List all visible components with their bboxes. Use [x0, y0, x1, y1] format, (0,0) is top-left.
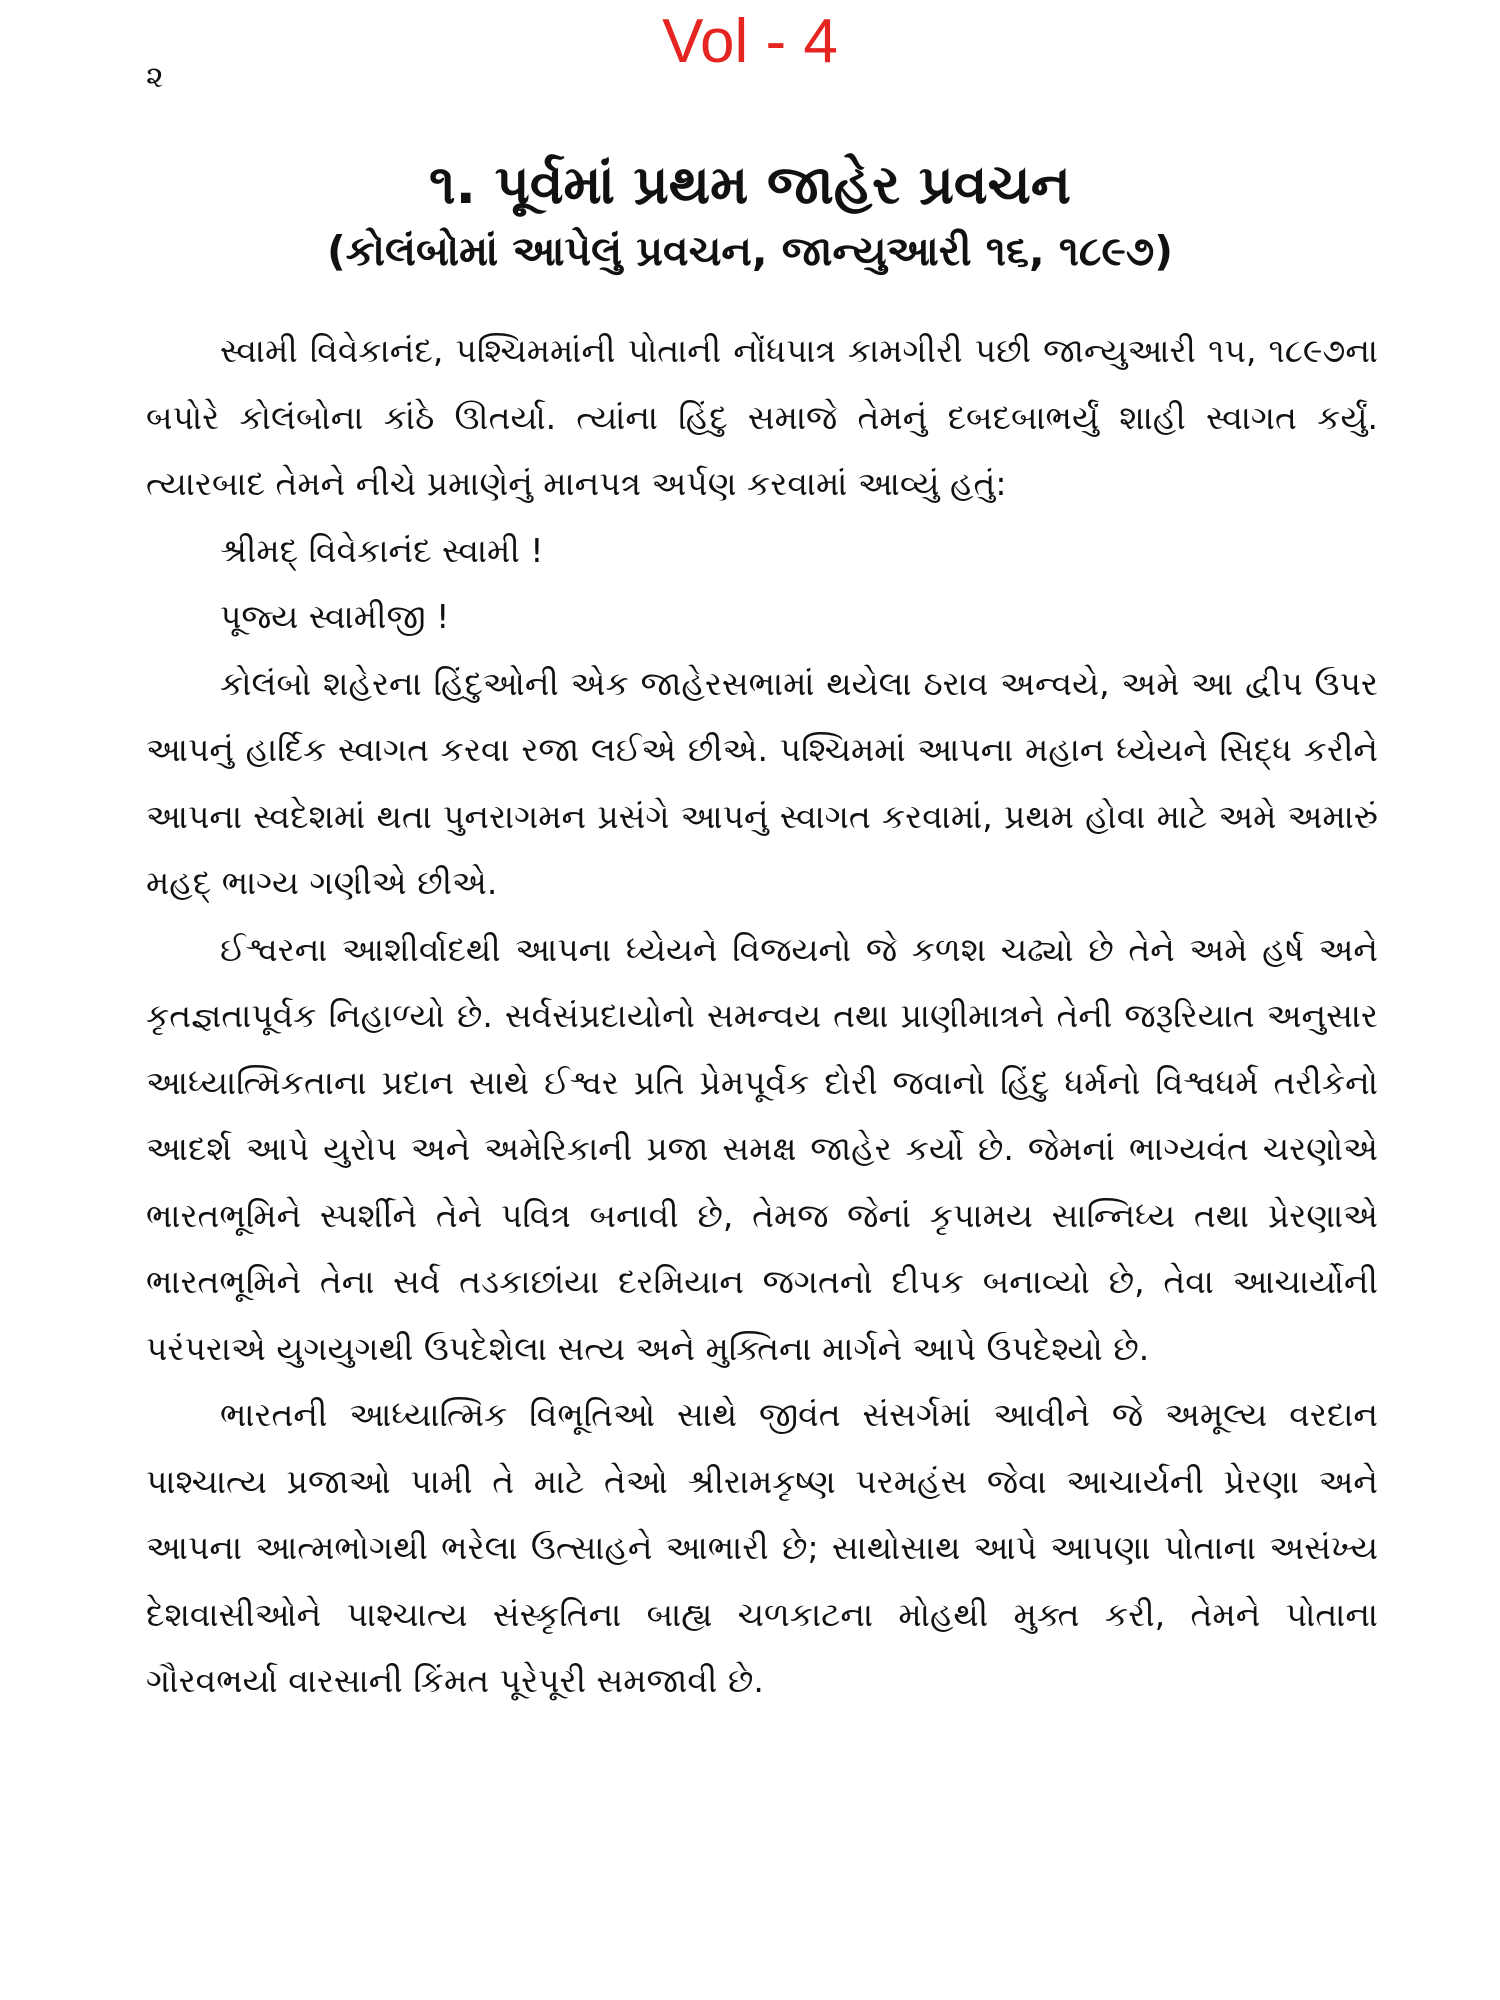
salutation-line-2: પૂજ્ય સ્વામીજી ! [220, 597, 450, 636]
paragraph-welcome: કોલંબો શહેરના હિંદુઓની એક જાહેરસભામાં થયેલા ઠરાવ અન્વયે, અમે આ દ્વીપ ઉપર આપનું હાર્દિક સ્વાગત કરવા રજા લઈએ છીએ. પશ્ચિમમાં આપના મહાન ધ્યેયને સિદ્ધ કરીને આપના સ્વદેશમાં થતા પુનરાગમન પ્રસંગે આપનું સ્વાગત કરવામાં, પ્રથમ હોવા માટે અમે અમારું મહદ્‌ ભાગ્ય ગણીએ છીએ. [146, 663, 1378, 902]
chapter-subtitle: (કોલંબોમાં આપેલું પ્રવચન, જાન્યુઆરી ૧૬, ૧૮૯૭) [327, 227, 1173, 275]
page-number: ૨ [146, 60, 164, 95]
salutation-line-1: શ્રીમદ્‌ વિવેકાનંદ સ્વામી ! [220, 530, 544, 570]
body-text [146, 318, 1378, 1715]
paragraph-gratitude: ઈશ્વરના આશીર્વાદથી આપના ધ્યેયને વિજયનો જે કળશ ચઢ્યો છે તેને અમે હર્ષ અને કૃતજ્ઞતાપૂર્વક નિહાળ્યો છે. સર્વસંપ્રદાયોનો સમન્વય તથા પ્રાણીમાત્રને તેની જરૂરિયાત અનુસાર આધ્યાત્મિકતાના પ્રદાન સાથે ઈશ્વર પ્રતિ પ્રેમપૂર્વક દોરી જવાનો હિંદુ ધર્મનો વિશ્વધર્મ તરીકેનો આદર્શ આપે યુરોપ અને અમેરિકાની પ્રજા સમક્ષ જાહેર કર્યો છે. જેમનાં ભાગ્યવંત ચરણોએ ભારતભૂમિને સ્પર્શીને તેને પવિત્ર બનાવી છે, તેમજ જેનાં કૃપામય સાન્નિધ્ય તથા પ્રેરણાએ ભારતભૂમિને તેના સર્વ તડકાછાંયા દરમિયાન જગતનો દીપક બનાવ્યો છે, તેવા આચાર્યોની પરંપરાએ યુગયુગથી ઉપદેશેલા સત્ય અને મુક્તિના માર્ગને આપે ઉપદેશ્યો છે. [146, 929, 1378, 1368]
chapter-title: ૧. પૂર્વમાં પ્રથમ જાહેર પ્રવચન [429, 153, 1071, 216]
volume-label: Vol - 4 [662, 7, 838, 76]
paragraph-intro: સ્વામી વિવેકાનંદ, પશ્ચિમમાંની પોતાની નોંધપાત્ર કામગીરી પછી જાન્યુઆરી ૧૫, ૧૮૯૭ના બપોરે કોલંબોના કાંઠે ઊતર્યા. ત્યાંના હિંદુ સમાજે તેમનું દબદબાભર્યું શાહી સ્વાગત કર્યું. ત્યારબાદ તેમને નીચે પ્રમાણેનું માનપત્ર અર્પણ કરવામાં આવ્યું હતું: [146, 331, 1378, 503]
paragraph-legacy: ભારતની આધ્યાત્મિક વિભૂતિઓ સાથે જીવંત સંસર્ગમાં આવીને જે અમૂલ્ય વરદાન પાશ્ચાત્ય પ્રજાઓ પામી તે માટે તેઓ શ્રીરામકૃષ્ણ પરમહંસ જેવા આચાર્યની પ્રેરણા અને આપના આત્મભોગથી ભરેલા ઉત્સાહને આભારી છે; સાથોસાથ આપે આપણા પોતાના અસંખ્ય દેશવાસીઓને પાશ્ચાત્ય સંસ્કૃતિના બાહ્ય ચળકાટના મોહથી મુક્ત કરી, તેમને પોતાના ગૌરવભર્યા વારસાની કિંમત પૂરેપૂરી સમજાવી છે. [146, 1395, 1378, 1700]
